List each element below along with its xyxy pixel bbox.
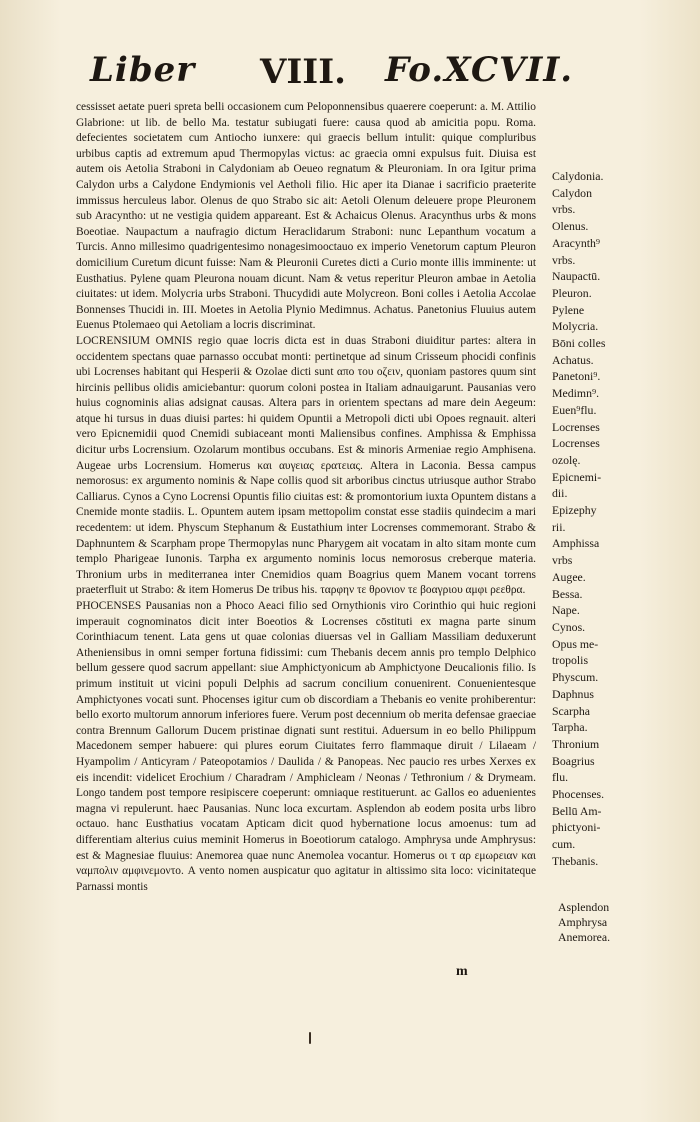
marginal-note: Anemorea. [558,930,611,944]
marginal-note: Bessa. [552,586,583,601]
marginal-note: Medimn⁹. [552,386,600,401]
marginal-note: vrbs. [552,202,576,217]
marginal-note: ozolę. [552,452,581,467]
running-title-book-number: VIII. [260,52,346,92]
marginal-note: Amphissa [552,536,600,551]
marginal-notes [552,168,662,870]
signature-mark: m [456,964,468,979]
marginal-note: Tarpha. [552,720,588,735]
marginal-note: Cynos. [552,619,586,634]
marginal-note: rii. [552,519,566,534]
marginal-note: Aracynth⁹ [552,235,601,250]
marginal-note: vrbs. [552,252,576,267]
marginal-note: Bōni colles [552,336,606,351]
marginal-note: Opus me- [552,636,599,651]
marginal-note: Olenus. [552,219,589,234]
marginal-note: Asplendon [558,900,610,914]
marginal-note: Calydonia. [552,169,604,183]
binding-mark [309,1032,311,1044]
running-title-liber: Liber [90,50,196,90]
marginal-note: Pylene [552,302,585,317]
marginal-note: Naupactū. [552,269,601,284]
paragraph-aetolia: cessisset aetate pueri spreta belli occasionem cum Peloponnensibus quaerere coeperunt: a. M. Attilio Glabrione: ut lib. de bello Ma. testatur subiugati fuere: causa quod ab amicitia popu. Roma. defecientes societatem cum Antiocho iunxere: qui graecis bellum intulit: quique compluribus urbibus captis ad extremum apud Thermopylas victus: ac graecia omni expulsus fuit. Diuisa est autem ois Aetolia Straboni in Calydoniam ab Oeueo regnatum & Pleuroniam. In ora Igitur prima Calydon urbs a Calydone Endymionis vel Aetholi filio. Hic aper ita Dianae i sacrificio praeterite immissus herculeus labor. Olenus de quo Strabo sic ait: Aetoli Olenum deleuere prope Pleuronem sub Aracyntho: ut ne vestigia quidem appareant. Est & Achaicus Olenus. Aracynthus urbs & mons Boeotiae. Naupactum a naufragio dictum Heraclidarum Straboni: nunc Lepanthum vocatum a Turcis. Anno millesimo quadrigentesimo nonagesimooctauo ex imperio Venetorum captum Pleuron domicilium Curetum dicunt fuisse: Nam & Pleuronii Curetes dicti a Curio monte illis imminente: ut Eusthatius. Pylene quam Pleurona nouam dicunt. Nam & vetus reperitur Pleuron ambae in Aetolia ciuitates: ut idem. Molycria urbs Straboni. Thucydidi aute Molycreon. Boni colles i Aetolia Accolae Bonnenses Thucidi in. III. Moetes in Aetolia Plynio Medimnus. Achatus. Panetonius Fluuius autem Euenus Ptolemaeo qui Aetoliam a locris discriminat. [76,101,536,332]
marginal-note: Phocenses. [552,787,605,802]
marginal-note: Locrenses [552,419,600,434]
marginal-note: Physcum. [552,670,599,685]
main-text-column [76,100,536,895]
marginal-note: Epizephy [552,503,597,518]
page-header [90,50,574,100]
marginal-notes-bottom [558,900,658,945]
marginal-note: Amphrysa [558,915,608,929]
marginal-note: Epicnemi- [552,469,602,484]
marginal-note: Locrenses [552,436,600,451]
marginal-note: Calydon [552,185,592,200]
marginal-note: Molycria. [552,319,599,334]
marginal-note: phictyoni- [552,820,601,835]
marginal-note: Augee. [552,569,586,584]
marginal-note: Bellū Am- [552,803,602,818]
marginal-note: Panetoni⁹. [552,369,601,384]
marginal-note: Daphnus [552,686,594,701]
marginal-note: dii. [552,486,568,501]
marginal-note: Pleuron. [552,285,592,300]
marginal-note: Achatus. [552,352,594,367]
folio-number: Fo.XCVII. [385,50,574,90]
marginal-note: Nape. [552,603,580,618]
marginal-note: cum. [552,837,576,852]
marginal-note: Euen⁹flu. [552,402,597,417]
marginal-note: vrbs [552,553,573,568]
marginal-note: flu. [552,770,569,785]
marginal-note: tropolis [552,653,589,668]
marginal-note: Boagrius [552,753,595,768]
paragraph-locrenses: LOCRENSIUM OMNIS regio quae locris dicta est in duas Straboni diuiditur partes: altera in occidentem spectans quae parnasso occubat monti: pertinetque ad sinum Crisseum phocidi confinis ubi Locrenses habitant qui Hesperii & Ozolae dicti sunt απο του οζειν, quoniam pastores quum sint hircinis pellibus olidis amiciebantur: quorum coloni postea in Italiam adnauigarunt. Pausanias vero huius cognominis alias adsignat causas. Altera pars in orientem spectans ad mare dein Aegeum: atque hi tursus in duas diuisi partes: hi quidem Opuntii a Metropoli dicti ubi Opoes regnauit. alteri vero Epicnemidii quod Cnemidi subiaceant monti Maliensibus confines. Amphissa & Emphissa dicitur urbs Locrensium. Ozolarum montibus occubans. Est & minoris Armeniae regio Amphisena. Augeae urbs Locrensium. Homerus και αυγειας ερατειας. Altera in Laconia. Bessa campus nemorosus: ex argumento nominis & Nape collis quod sit arboribus cinctus utriusque author Strabo Calliarus. Cynos a Cyno Locrensi Opuntis filio ciuitas est: & promontorium iuxta Opuntem distans a Cnemide monte stadiis. L. Opuntem autem ipsam mettopolim constat esse stadiis quindecim a mari recedentem: ut idem. Physcum Stephanum & Eustathium inter Locrenses commemorant. Strabo & Daphnuntem & Scarpham prope Thermopylas nunc Pharygem ait vocatam in alto sitam monte cum templo Pharigeae Iunonis. Tarpha ex argumento nominis locus nemorosus creberque materia. Thronium urbs in mediterranea inter Cnemidios quam Boagrius quem Manem vocant torrens praeterfluit ut Strabo: & item Homerus De tribus his. ταρφην τε θρονιον τε βοαγριου αμφι ρεεθρα. [76,334,536,597]
marginal-note: Scarpha [552,703,590,718]
marginal-note: Thebanis. [552,853,599,868]
paragraph-phocenses: PHOCENSES Pausanias non a Phoco Aeaci filio sed Ornythionis viro Corinthio qui huic regioni imperauit cognominatos dicit inter Boeotios & Locrenses cōstituti ex magna parte sinum Corinthiacum tenent. Lata gens ut quae colonias diuersas vel in Galliam Massiliam deduxerunt Atheniensibus in omni semper fortuna fidissimi: cum Thebanis decem annis pro templo Delphico bellum gessere quod sacrum appellant: siue Amphictyonicum ab Amphictyone Deucalionis filio. Is primum instituit ut vicini populi Delphis ad sacrum concilium conuenirent. Conuenientesque Amphictyones vocati sunt. Phocenses igitur cum ob discordiam a Thebanis eo venite prohiberentur: bello exorto multorum annorum inferiores fuere. Verum post decennium ob merita defensae graeciae contra Brennum Gallorum Ducem pristinae dignati sunt restitui. Aduersum in eo bello Philippum Macedonem semper habuere: qui plures eorum Ciuitates ferro flammaque diruit / Lilaeam / Hyampolim / Anticyram / Pateopotamios / Daulida / & Panopeas. Nec paucio res urbes Xerxes ex eis incendit: videlicet Erochium / Charadram / Amphicleam / Neonas / Tethronium / & Drymeam. Longo tandem post tempore resipiscere coeperunt: omniaque restituerunt. ac Gallos eo aduenientes magna vi repulerunt. haec Pausanias. Nunc loca excurtam. Asplendon ab eodem posita urbs libro octauo. hanc Eusthatius vocatam Apticam dicit quod hybernatione locus amoenus: tum ad differentiam alterius cuius meminit Homerus in Boeotiorum catalogo. Amphrysa unde Amphrysus: est & Magnesiae fluuius: Anemorea quae nunc Anemolea vocantur. Homerus οι τ αρ εμωρειαν και ναμπολιν αμφινεμοντο. A vento nomen auspicatur quo agitatur in altissimo sita loco: vicinitateque Parnassi montis [76,600,536,893]
marginal-note: Thronium [552,736,600,751]
